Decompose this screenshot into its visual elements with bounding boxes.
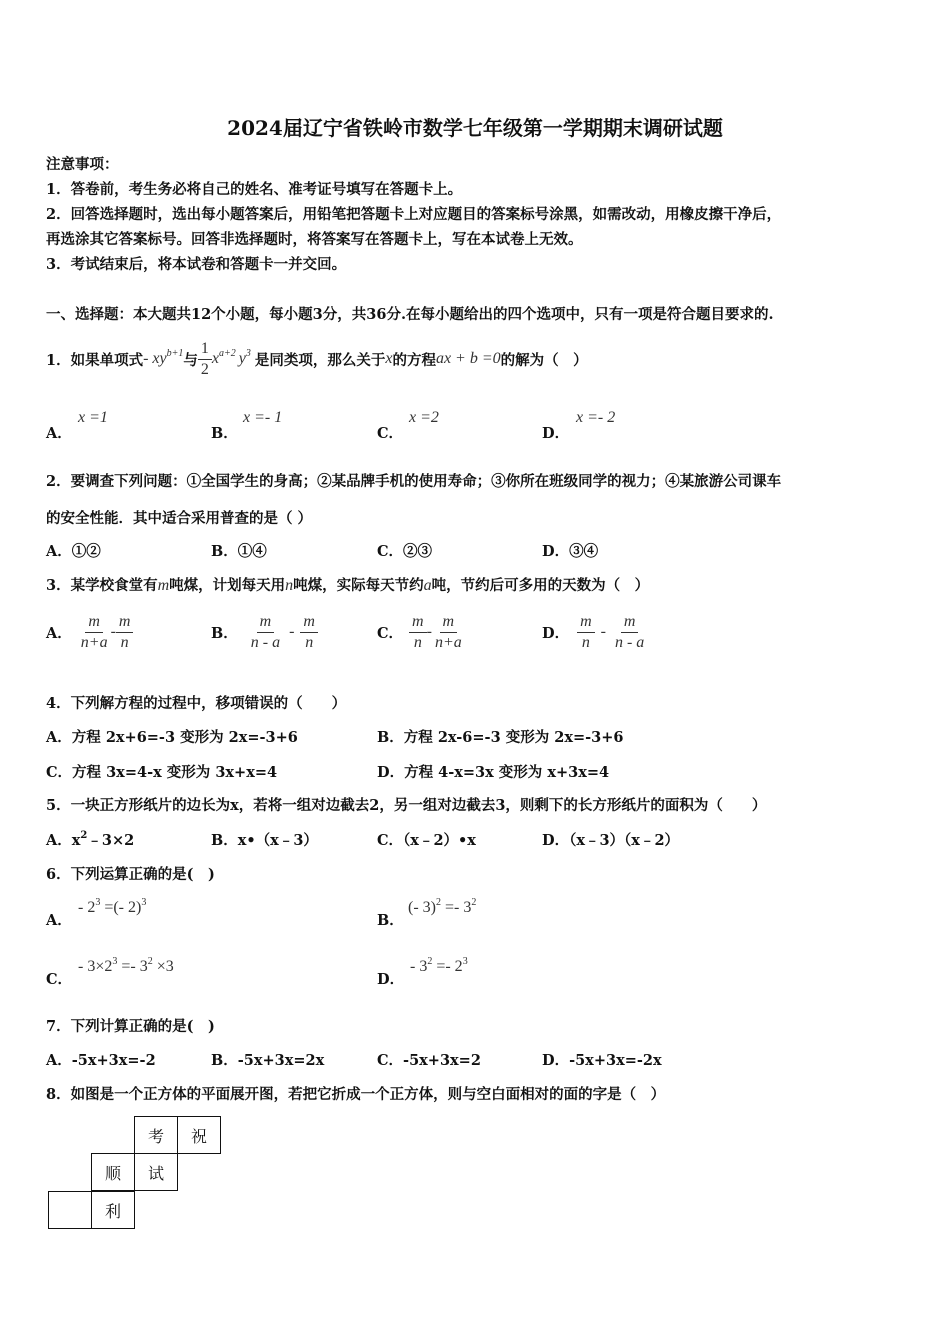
option-math: (- $3)^2 =- 3^2$ — [408, 897, 477, 916]
question-1-stem: 1．如果单项式 - $xy^{b+1}$ 与 $\frac{1}{2}$ $x^{a+2}$ $y^3$ 是同类项，那么关于 x 的方程 ax + b =0 的解为（ ） — [46, 339, 588, 378]
net-cell: 顺 — [91, 1153, 135, 1191]
option-label: B． — [211, 425, 238, 442]
option-c: C． $\frac{m}{n}$ - $\frac{m}{n+a}$ — [377, 612, 462, 651]
option-label: A． — [46, 912, 72, 929]
option-a: A．$x^2﹣3\times 2$ — [46, 830, 135, 849]
option-a: A．①② — [46, 543, 101, 560]
notice-heading: 注意事项： — [46, 156, 119, 173]
net-cell-blank — [48, 1191, 92, 1229]
net-cell: 祝 — [177, 1116, 221, 1154]
option-math: - $3^2 =- 2^3$ — [410, 956, 468, 975]
option-math: x =1 — [78, 409, 108, 426]
option-math: x =- 1 — [243, 409, 283, 426]
question-5-stem: 5．一块正方形纸片的边长为x，若将一组对边截去2，另一组对边截去3，则剩下的长方形纸片的面积为（ ） — [46, 797, 767, 814]
option-c: C．方程 3x=4-x 变形为 3x+x=4 — [46, 764, 278, 781]
page-title: 2024届辽宁省铁岭市数学七年级第一学期期末调研试题 — [227, 116, 723, 140]
option-label: A． — [46, 425, 72, 442]
option-d: D．-5x+3x=-2x — [542, 1052, 662, 1069]
option-a: A． $\frac{m}{n+a}$ - $\frac{m}{n}$ — [46, 610, 133, 654]
question-7-stem: 7．下列计算正确的是( ) — [46, 1018, 215, 1035]
notice-item: 再选涂其它答案标号。回答非选择题时，将答案写在答题卡上，写在本试卷上无效。 — [46, 231, 583, 248]
option-math: - $2^3$ =(- 2)$^3$ — [78, 897, 147, 916]
option-d: D．方程 4-x=3x 变形为 x+3x=4 — [377, 764, 610, 781]
question-4-stem: 4．下列解方程的过程中，移项错误的（ ） — [46, 695, 347, 712]
question-2-stem: 的安全性能．其中适合采用普查的是（ ） — [46, 510, 313, 527]
option-label: D． — [542, 425, 570, 442]
question-6-stem: 6．下列运算正确的是( ) — [46, 866, 215, 883]
option-c: C．②③ — [377, 543, 433, 560]
option-math: x =2 — [409, 409, 439, 426]
option-d: D．③④ — [542, 543, 599, 560]
question-3-stem: 3．某学校食堂有m吨煤，计划每天用n吨煤，实际每天节约a吨，节约后可多用的天数为（ ） — [46, 577, 650, 594]
net-cell: 考 — [134, 1116, 178, 1154]
option-label: B． — [377, 912, 404, 929]
option-label: C． — [377, 425, 404, 442]
option-b: B．-5x+3x=2x — [211, 1052, 325, 1069]
section-heading: 一、选择题：本大题共12个小题，每小题3分，共36分.在每小题给出的四个选项中，只有一项是符合题目要求的. — [46, 306, 774, 323]
option-d: D．（x﹣3）（x﹣2） — [542, 832, 680, 849]
option-b: B．x•（x﹣3） — [211, 832, 318, 849]
option-d: D． $\frac{m}{n}$ - $\frac{m}{n - a}$ — [542, 612, 645, 651]
notice-item: 2．回答选择题时，选出每小题答案后，用铅笔把答题卡上对应题目的答案标号涂黑，如需改动，用橡皮擦干净后， — [46, 206, 782, 223]
option-a: A．方程 2x+6=-3 变形为 2x=-3+6 — [46, 729, 298, 746]
option-b: B．方程 2x-6=-3 变形为 2x=-3+6 — [377, 729, 624, 746]
net-cell: 试 — [134, 1153, 178, 1191]
option-math: - $3\times 2^3 =- 3^2 \times 3$ — [78, 956, 174, 975]
option-math: x =- 2 — [576, 409, 616, 426]
notice-item: 1．答卷前，考生务必将自己的姓名、准考证号填写在答题卡上。 — [46, 181, 463, 198]
option-b: B．①④ — [211, 543, 267, 560]
option-c: C．（x﹣2）•x — [377, 832, 476, 849]
option-label: D． — [377, 971, 405, 988]
notice-item: 3．考试结束后，将本试卷和答题卡一并交回。 — [46, 256, 347, 273]
net-cell: 利 — [91, 1191, 135, 1229]
option-c: C．-5x+3x=2 — [377, 1052, 481, 1069]
question-8-stem: 8．如图是一个正方体的平面展开图，若把它折成一个正方体，则与空白面相对的面的字是（ ） — [46, 1086, 666, 1103]
option-label: C． — [46, 971, 73, 988]
option-b: B． $\frac{m}{n - a}$ - $\frac{m}{n}$ — [211, 610, 318, 654]
option-a: A．-5x+3x=-2 — [46, 1052, 156, 1069]
question-2-stem: 2．要调查下列问题：①全国学生的身高；②某品牌手机的使用寿命；③你所在班级同学的视力；④某旅游公司课车 — [46, 473, 782, 490]
